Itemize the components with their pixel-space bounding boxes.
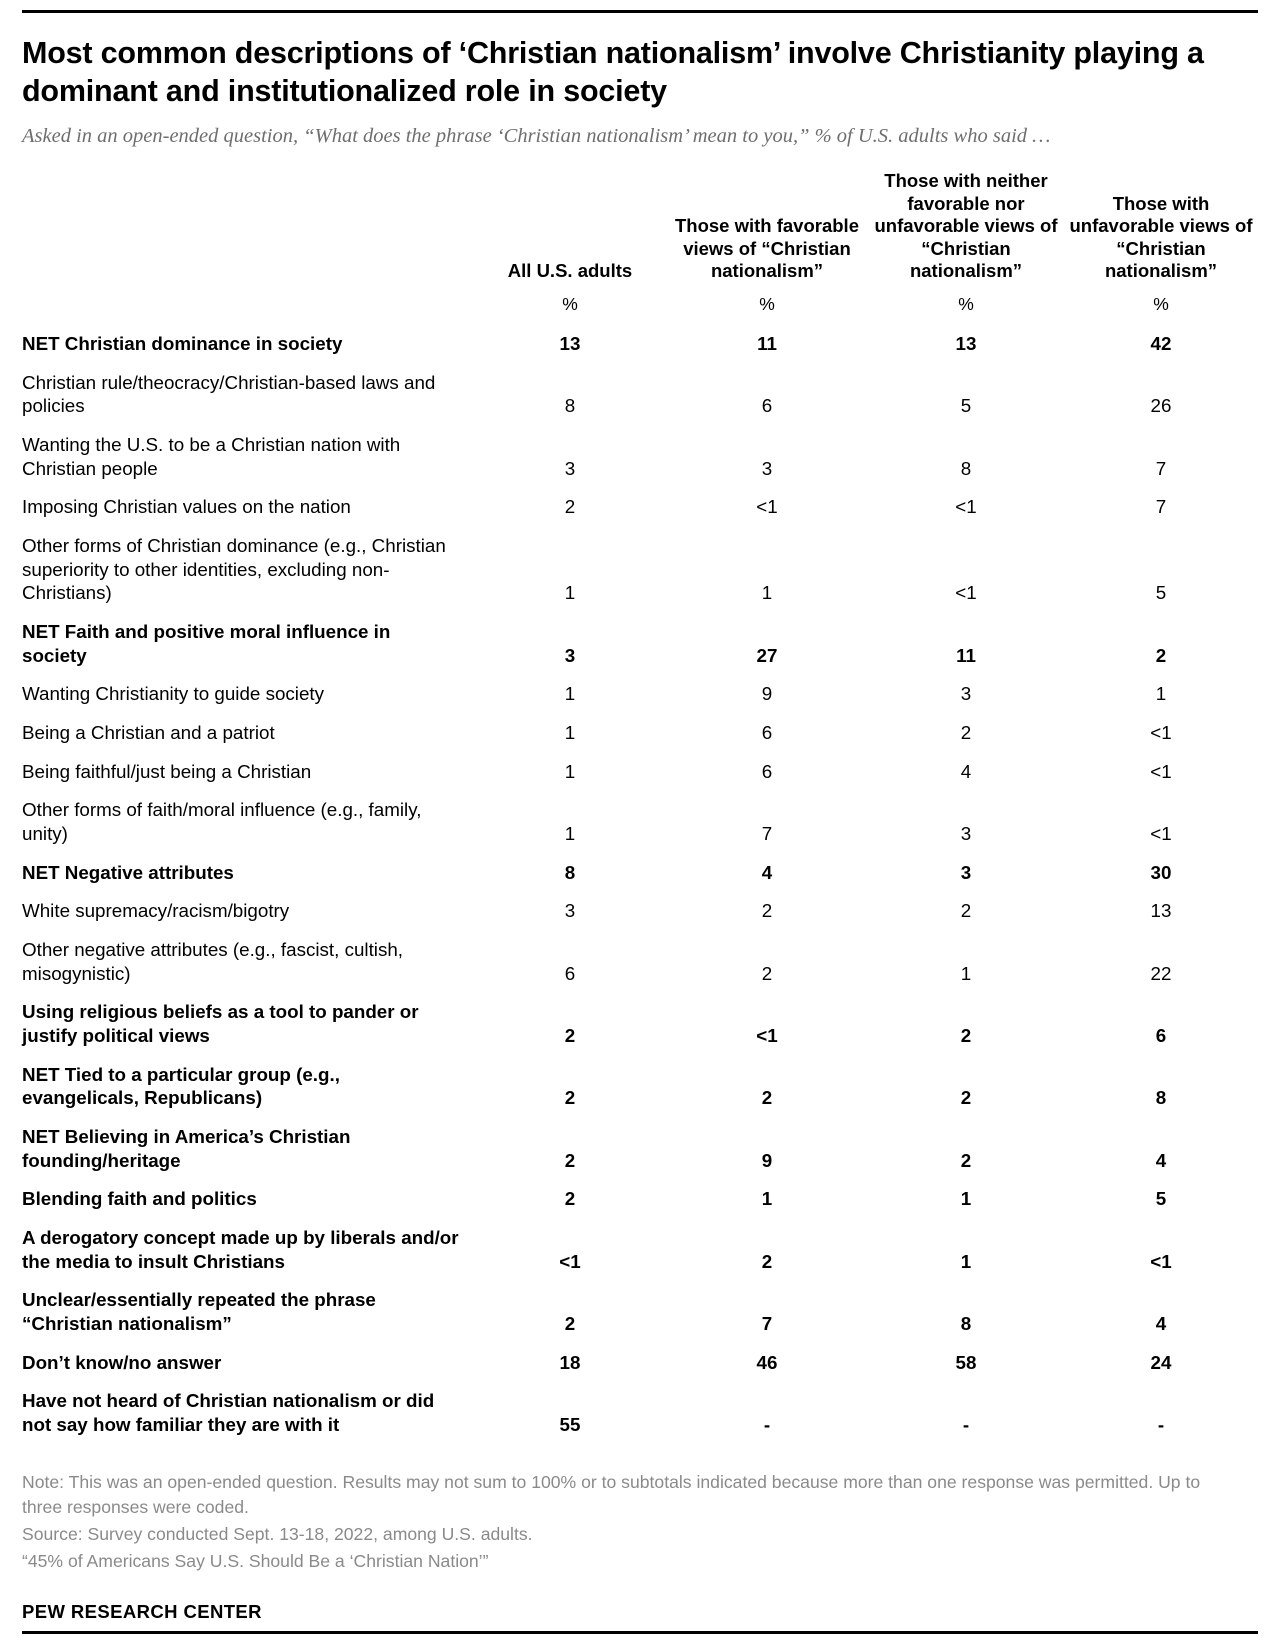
table-row <box>22 891 1258 930</box>
unit-unfavorable: % <box>1153 293 1169 314</box>
row-value: 2 <box>761 900 773 922</box>
table-row <box>22 363 1258 425</box>
row-value: 2 <box>761 1087 773 1109</box>
table-row <box>22 1179 1258 1218</box>
row-label: Christian rule/theocracy/Christian-based laws and policies <box>22 371 436 417</box>
row-value: 3 <box>960 683 972 705</box>
row-value: 1 <box>564 760 576 782</box>
column-header-all-adults: All U.S. adults <box>507 260 633 282</box>
table-row <box>22 425 1258 487</box>
row-value: - <box>1157 1414 1165 1436</box>
row-value: 8 <box>960 1313 972 1335</box>
row-value: <1 <box>1150 822 1172 844</box>
unit-neither: % <box>958 293 974 314</box>
row-value: - <box>763 1414 771 1436</box>
table-row <box>22 674 1258 713</box>
row-value: <1 <box>1150 760 1172 782</box>
row-value: 55 <box>559 1414 581 1436</box>
row-value: 3 <box>564 900 576 922</box>
row-value: <1 <box>955 496 977 518</box>
row-label: Wanting the U.S. to be a Christian nation with Christian people <box>22 433 401 479</box>
row-label: NET Believing in America’s Christian founding/heritage <box>22 1126 351 1171</box>
row-label: NET Negative attributes <box>22 861 234 883</box>
table-row <box>22 713 1258 752</box>
row-value: 1 <box>761 1188 773 1210</box>
row-value: 6 <box>761 760 773 782</box>
row-value: 2 <box>761 1250 773 1272</box>
brand-label: PEW RESEARCH CENTER <box>22 1600 262 1622</box>
row-label: Don’t know/no answer <box>22 1351 222 1373</box>
row-value: <1 <box>756 496 778 518</box>
row-value: 4 <box>1155 1149 1167 1171</box>
row-value: 7 <box>1155 496 1167 518</box>
row-value: 1 <box>564 683 576 705</box>
table-header-row <box>22 170 1258 285</box>
row-value: 6 <box>1155 1025 1167 1047</box>
row-label: Imposing Christian values on the nation <box>22 496 351 518</box>
table-row <box>22 752 1258 791</box>
results-table <box>22 170 1258 1444</box>
row-value: 3 <box>564 457 576 479</box>
row-value: 2 <box>1155 644 1167 666</box>
row-value: 7 <box>761 822 773 844</box>
row-value: <1 <box>1150 1250 1172 1272</box>
column-header-favorable: Those with favorable views of “Christian nationalism” <box>674 215 859 282</box>
row-value: 4 <box>761 861 773 883</box>
row-label: White supremacy/racism/bigotry <box>22 900 290 922</box>
row-label: NET Christian dominance in society <box>22 332 343 354</box>
row-value: 2 <box>960 721 972 743</box>
table-row <box>22 526 1258 612</box>
row-value: 2 <box>564 1087 576 1109</box>
row-value: 13 <box>559 332 581 354</box>
row-value: 11 <box>757 332 777 354</box>
row-value: 3 <box>960 822 972 844</box>
row-value: 18 <box>559 1351 581 1373</box>
unit-all-adults: % <box>562 293 578 314</box>
table-row <box>22 1055 1258 1117</box>
row-value: 1 <box>960 962 972 984</box>
row-value: 42 <box>1150 332 1172 354</box>
row-value: <1 <box>955 582 977 604</box>
row-value: 11 <box>956 644 976 666</box>
row-value: 1 <box>960 1188 972 1210</box>
top-divider <box>22 10 1258 13</box>
row-value: 3 <box>564 644 576 666</box>
row-value: 6 <box>564 962 576 984</box>
row-label: Other forms of Christian dominance (e.g., Christian superiority to other identities, excluding non-Christians) <box>22 534 446 604</box>
row-value: 5 <box>1155 1188 1167 1210</box>
row-value: <1 <box>756 1025 778 1047</box>
table-row <box>22 853 1258 892</box>
row-value: 5 <box>960 395 972 417</box>
row-value: 3 <box>960 861 972 883</box>
row-value: 2 <box>960 1087 972 1109</box>
table-row <box>22 612 1258 674</box>
row-label: Unclear/essentially repeated the phrase “Christian nationalism” <box>22 1289 376 1335</box>
row-label: NET Faith and positive moral influence in society <box>22 620 391 666</box>
table-row <box>22 1343 1258 1382</box>
row-value: 2 <box>564 1025 576 1047</box>
row-value: 1 <box>1155 683 1167 705</box>
row-value: 24 <box>1150 1351 1172 1373</box>
row-value: 8 <box>564 395 576 417</box>
row-value: 4 <box>1155 1313 1167 1335</box>
table-row <box>22 1117 1258 1179</box>
row-value: 3 <box>761 457 773 479</box>
table-body <box>22 324 1258 1444</box>
row-value: 1 <box>564 721 576 743</box>
table-row <box>22 930 1258 992</box>
row-value: <1 <box>559 1250 581 1272</box>
row-value: 9 <box>761 683 773 705</box>
row-value: 4 <box>960 760 972 782</box>
table-row <box>22 487 1258 526</box>
row-value: 46 <box>756 1351 778 1373</box>
row-value: 27 <box>756 644 778 666</box>
row-value: 1 <box>564 582 576 604</box>
source-line: Source: Survey conducted Sept. 13-18, 2022, among U.S. adults. <box>22 1523 533 1544</box>
row-label: Wanting Christianity to guide society <box>22 683 325 705</box>
table-row <box>22 1218 1258 1280</box>
bottom-divider <box>22 1631 1258 1634</box>
table-row <box>22 992 1258 1054</box>
row-label: Blending faith and politics <box>22 1188 257 1210</box>
report-title-line: “45% of Americans Say U.S. Should Be a ‘Christian Nation’” <box>22 1550 489 1571</box>
table-row <box>22 1280 1258 1342</box>
row-label: Other forms of faith/moral influence (e.g., family, unity) <box>22 799 422 844</box>
row-value: 26 <box>1150 395 1172 417</box>
row-value: <1 <box>1150 721 1172 743</box>
row-value: 2 <box>564 1149 576 1171</box>
row-value: 2 <box>761 962 773 984</box>
table-row <box>22 790 1258 852</box>
column-header-label <box>22 170 474 285</box>
row-value: 22 <box>1150 962 1172 984</box>
row-value: 2 <box>564 496 576 518</box>
row-label: A derogatory concept made up by liberals and/or the media to insult Christians <box>22 1227 459 1272</box>
unit-favorable: % <box>759 293 775 314</box>
note-line: Note: This was an open-ended question. Results may not sum to 100% or to subtotals indicated because more than one response was permitted. Up to three responses were coded. <box>22 1471 1201 1517</box>
table-row <box>22 324 1258 363</box>
row-value: 1 <box>960 1250 972 1272</box>
page-subtitle: Asked in an open-ended question, “What does the phrase ‘Christian nationalism’ mean to you,” % of U.S. adults who said … <box>22 124 1051 147</box>
row-value: 30 <box>1150 861 1172 883</box>
row-value: 5 <box>1155 582 1167 604</box>
row-value: 8 <box>564 861 576 883</box>
row-value: 2 <box>564 1313 576 1335</box>
row-value: - <box>962 1414 970 1436</box>
row-value: 2 <box>960 900 972 922</box>
row-value: 6 <box>761 395 773 417</box>
figure-sheet <box>0 10 1280 1648</box>
footnotes <box>22 1470 1222 1574</box>
table-row <box>22 1381 1258 1443</box>
row-value: 8 <box>960 457 972 479</box>
row-value: 13 <box>1150 900 1172 922</box>
column-header-unfavorable: Those with unfavorable views of “Christian nationalism” <box>1069 192 1253 282</box>
row-label: Have not heard of Christian nationalism or did not say how familiar they are with it <box>22 1390 435 1436</box>
row-value: 7 <box>761 1313 773 1335</box>
row-label: Other negative attributes (e.g., fascist, cultish, misogynistic) <box>22 939 404 984</box>
row-value: 7 <box>1155 457 1167 479</box>
row-label: Being faithful/just being a Christian <box>22 760 312 782</box>
row-value: 8 <box>1155 1087 1167 1109</box>
row-value: 13 <box>955 332 977 354</box>
row-label: Being a Christian and a patriot <box>22 721 275 743</box>
row-value: 9 <box>761 1149 773 1171</box>
table-header <box>22 170 1258 324</box>
row-value: 6 <box>761 721 773 743</box>
row-value: 1 <box>761 582 773 604</box>
unit-spacer <box>22 285 474 324</box>
row-value: 1 <box>564 822 576 844</box>
row-label: Using religious beliefs as a tool to pander or justify political views <box>22 1001 419 1047</box>
row-value: 2 <box>960 1025 972 1047</box>
percent-unit-row <box>22 285 1258 324</box>
row-value: 2 <box>564 1188 576 1210</box>
row-label: NET Tied to a particular group (e.g., evangelicals, Republicans) <box>22 1063 340 1109</box>
page-title: Most common descriptions of ‘Christian nationalism’ involve Christianity playing a dominant and institutionalized role in society <box>22 36 1204 109</box>
row-value: 2 <box>960 1149 972 1171</box>
column-header-neither: Those with neither favorable nor unfavorable views of “Christian nationalism” <box>874 170 1058 282</box>
row-value: 58 <box>955 1351 977 1373</box>
